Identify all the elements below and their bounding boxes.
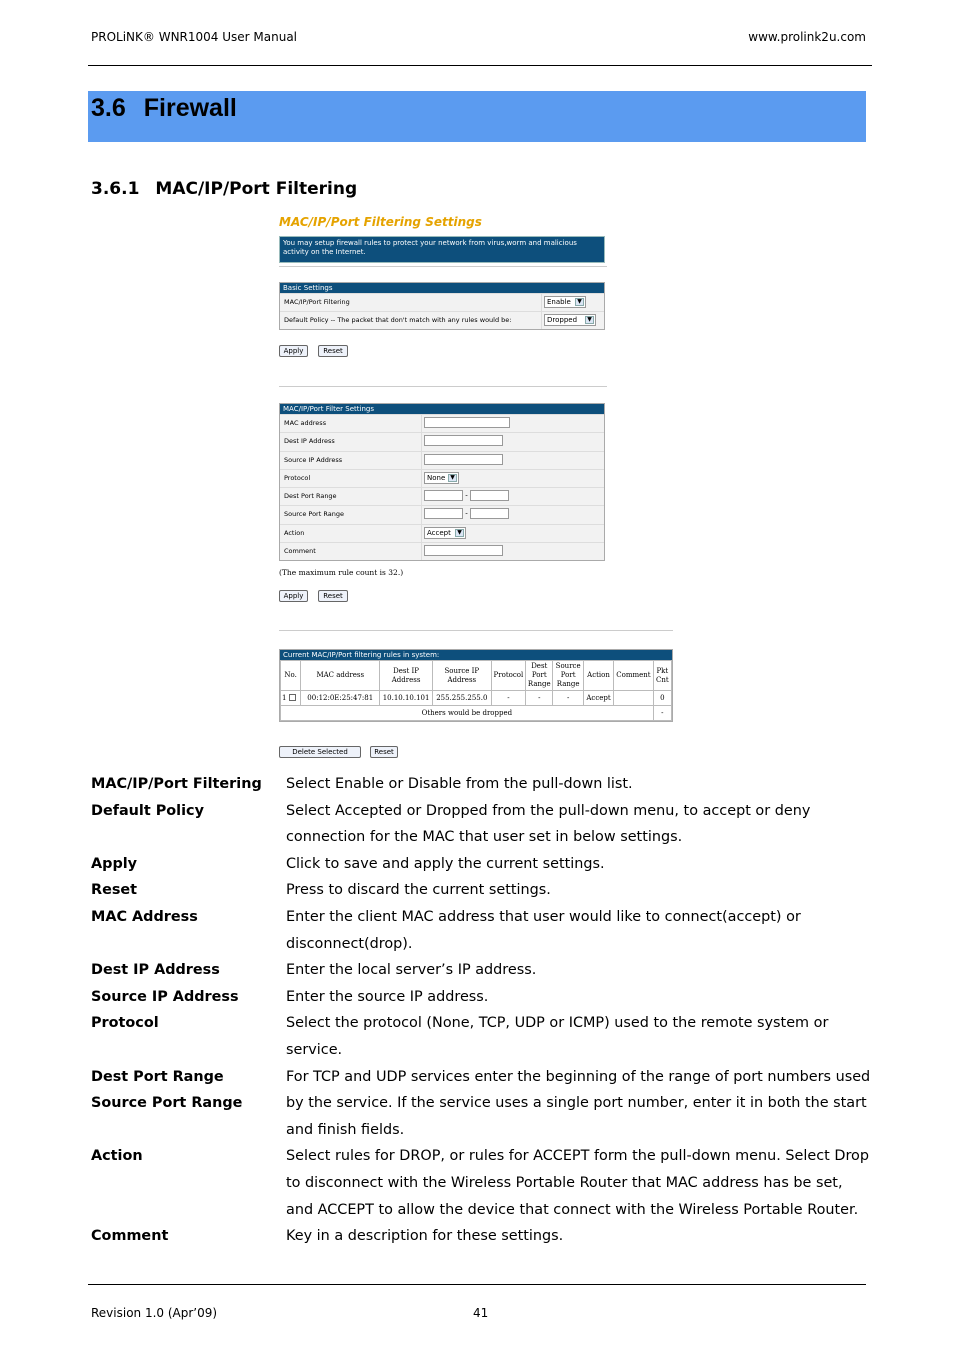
mac-address-input[interactable] [424,417,510,428]
current-rules-header: Current MAC/IP/Port filtering rules in system: [280,650,672,660]
description-term: Protocol [91,1015,159,1032]
description-term: MAC/IP/Port Filtering [91,776,262,792]
description-term: MAC Address [91,908,198,925]
filter-row-dest-port [280,487,604,505]
description-text: Enter the local server’s IP address. [286,962,537,979]
others-dropped-cell: Others would be dropped [281,706,654,721]
description-row [91,904,871,957]
rule-src-ip-cell: 255.255.255.0 [432,691,491,706]
filter-row-label: Protocol [280,470,422,487]
max-rule-note: (The maximum rule count is 32.) [279,568,404,577]
col-header: MAC address [301,661,380,691]
action-select[interactable] [424,527,466,539]
rule-action-cell: Accept [583,691,613,706]
filter-row-protocol [280,469,604,487]
description-row [91,851,871,878]
description-text: Select rules for DROP, or rules for ACCEPT form the pull-down menu. Select Drop to disconnect with the Wireless Portable Router that MAC address has be set, and ACCEPT to allow the device that connect with the Wireless Portable Router. [286,1148,869,1218]
rules-reset-button[interactable]: Reset [370,746,398,758]
src-port-start-input[interactable] [424,508,463,519]
col-header: No. [281,661,301,691]
rule-dest-ip-cell: 10.10.10.101 [380,691,433,706]
rule-pkt-cell: 0 [653,691,671,706]
footer-revision: Revision 1.0 (Apr’09) [91,1306,218,1320]
filter-settings-header: MAC/IP/Port Filter Settings [280,404,604,414]
col-header: Source Port Range [553,661,583,691]
table-row [281,691,672,706]
section-title: Firewall [143,94,237,122]
basic-row-label: MAC/IP/Port Filtering [280,294,542,311]
description-term: Default Policy [91,802,204,819]
description-row [91,1143,871,1223]
description-term: Source Port Range [91,1095,243,1112]
description-row [91,1223,871,1250]
filter-row-label: Dest IP Address [280,433,422,450]
description-row [91,1010,871,1063]
description-text: by the service. If the service uses a single port number, enter it in both the start and finish fields. [286,1095,867,1138]
page-number: 41 [473,1306,489,1320]
basic-row-label: Default Policy -- The packet that don't match with any rules would be: [280,312,542,329]
filter-row-label: Dest Port Range [280,488,422,505]
table-row [281,706,672,721]
description-row [91,771,871,798]
description-row [91,984,871,1011]
dest-port-end-input[interactable] [470,490,509,501]
filter-apply-button[interactable]: Apply [279,590,308,602]
protocol-select[interactable] [424,472,459,484]
rule-select-checkbox[interactable] [289,694,296,701]
col-header: Source IP Address [432,661,491,691]
others-pkt-cell: - [653,706,671,721]
basic-row-filtering [280,293,604,311]
chevron-down-icon: ▼ [585,316,594,324]
filter-row-label: Comment [280,543,422,560]
filtering-select[interactable] [544,296,586,308]
subsection-number: 3.6.1 [91,179,140,199]
comment-input[interactable] [424,545,503,556]
basic-settings-table [279,282,605,330]
chevron-down-icon: ▼ [575,298,584,306]
description-row [91,1090,871,1143]
description-text: Press to discard the current settings. [286,882,551,899]
col-header: Protocol [491,661,525,691]
rule-comment-cell [614,691,654,706]
description-text: Key in a description for these settings. [286,1228,564,1245]
filter-row-src-port [280,505,604,523]
description-row [91,798,871,851]
description-term: Reset [91,882,138,899]
chevron-down-icon: ▼ [455,529,464,537]
header-manual-title: PROLiNK® WNR1004 User Manual [91,30,298,44]
basic-settings-header: Basic Settings [280,283,604,293]
description-term: Action [91,1148,143,1165]
description-text: Select the protocol (None, TCP, UDP or ICMP) used to the remote system or service. [286,1015,829,1058]
basic-row-policy [280,311,604,329]
section-divider [279,386,607,387]
description-row [91,957,871,984]
col-header: Dest Port Range [526,661,553,691]
description-text: Enter the source IP address. [286,988,489,1005]
rules-header-row [281,661,672,691]
rule-src-port-cell: - [553,691,583,706]
subsection-title: MAC/IP/Port Filtering [155,179,358,199]
col-header: Dest IP Address [380,661,433,691]
col-header: Pkt Cnt [653,661,671,691]
src-port-end-input[interactable] [470,508,509,519]
filter-row-label: MAC address [280,415,422,432]
description-row [91,1064,871,1091]
filtering-select-value: Enable [547,298,571,306]
current-rules-table [279,649,673,722]
col-header: Action [583,661,613,691]
rule-no: 1 [282,693,287,702]
description-term: Dest IP Address [91,962,220,979]
screenshot-title: MAC/IP/Port Filtering Settings [279,215,482,229]
filter-settings-table [279,403,605,561]
filter-row-label: Source Port Range [280,506,422,523]
filter-row-mac [280,414,604,432]
section-divider [279,630,673,631]
description-term: Dest Port Range [91,1068,224,1085]
section-number: 3.6 [91,94,126,122]
default-policy-value: Dropped [547,316,578,324]
action-select-value: Accept [427,528,451,537]
description-text: Select Enable or Disable from the pull-down list. [286,776,633,792]
dest-port-start-input[interactable] [424,490,463,501]
description-text: Click to save and apply the current settings. [286,855,605,872]
description-term: Source IP Address [91,988,239,1005]
delete-selected-button[interactable]: Delete Selected [279,746,361,758]
dest-ip-input[interactable] [424,435,503,446]
filter-row-src-ip [280,451,604,469]
col-header: Comment [614,661,654,691]
header-website: www.prolink2u.com [748,30,866,44]
subsection-heading [91,179,357,199]
rule-protocol-cell: - [491,691,525,706]
chevron-down-icon: ▼ [448,474,457,482]
rule-no-cell [281,691,301,706]
filter-reset-button[interactable]: Reset [318,590,348,602]
footer-divider [88,1284,866,1285]
filter-row-label: Action [280,525,422,542]
filter-row-action [280,524,604,542]
filter-row-dest-ip [280,432,604,450]
rule-dest-port-cell: - [526,691,553,706]
intro-divider [279,266,607,267]
field-description-list [91,771,871,1250]
source-ip-input[interactable] [424,454,503,465]
description-row [91,877,871,904]
filter-row-comment [280,542,604,560]
description-term: Apply [91,855,138,872]
header-divider [88,65,872,66]
description-text: Enter the client MAC address that user would like to connect(accept) or disconnect(drop). [286,908,801,952]
protocol-select-value: None [427,473,446,482]
range-dash: - [465,491,468,500]
description-term: Comment [91,1228,169,1245]
range-dash: - [465,509,468,518]
intro-box: You may setup firewall rules to protect your network from virus,worm and malicious activity on the Internet. [279,236,605,263]
rule-mac-cell: 00:12:0E:25:47:81 [301,691,380,706]
basic-apply-button[interactable]: Apply [279,345,308,357]
description-text: For TCP and UDP services enter the beginning of the range of port numbers used [286,1068,871,1085]
basic-reset-button[interactable]: Reset [318,345,348,357]
section-heading [91,94,237,123]
filter-row-label: Source IP Address [280,452,422,469]
default-policy-select[interactable] [544,314,596,326]
description-text: Select Accepted or Dropped from the pull-down menu, to accept or deny connection for the MAC that user set in below settings. [286,802,811,846]
